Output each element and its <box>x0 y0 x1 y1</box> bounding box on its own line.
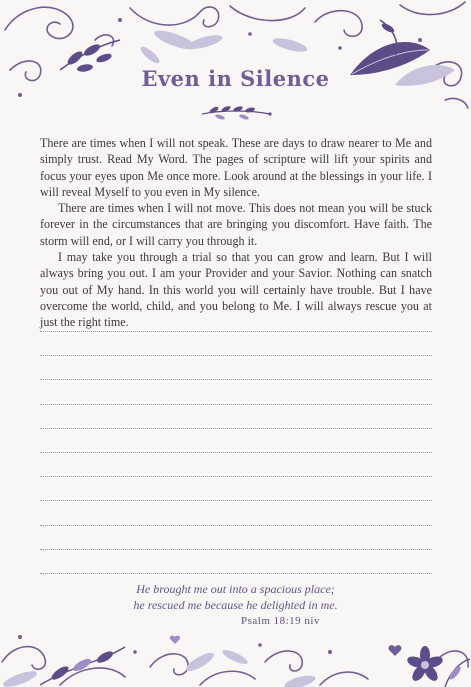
verse-line: he rescued me because he delighted in me. <box>133 598 338 612</box>
swirl-ornament-icon <box>0 607 471 687</box>
journal-line[interactable] <box>40 500 432 501</box>
journal-line[interactable] <box>40 476 432 477</box>
flower-icon <box>406 646 444 683</box>
paragraph: I may take you through a trial so that you can grow and learn. But I will always bring you out. I am your Provider and your Savior. Nothing can snatch you out of My hand. In this world you will certainly have trouble. But I have overcome the world, child, and you belong to Me. I will always rescue you at just the right time. <box>40 250 432 330</box>
journal-line[interactable] <box>40 355 432 356</box>
devotional-text <box>40 135 432 331</box>
journal-line[interactable] <box>40 525 432 526</box>
journal-line[interactable] <box>40 428 432 429</box>
journal-line[interactable] <box>40 452 432 453</box>
journal-line[interactable] <box>40 331 432 332</box>
swirl-ornament-icon <box>0 0 471 110</box>
journal-line[interactable] <box>40 379 432 380</box>
paragraph: There are times when I will not move. This does not mean you will be stuck forever in the circumstances that are bringing you discomfort. Have faith. The storm will end, or I will carry you through it. <box>40 201 432 248</box>
verse-line: He brought me out into a spacious place; <box>136 582 335 596</box>
journal-line[interactable] <box>40 549 432 550</box>
heart-icon <box>389 645 402 656</box>
page-title: Even in Silence <box>141 66 330 91</box>
heart-icon <box>170 636 180 644</box>
paragraph: There are times when I will not speak. These are days to draw nearer to Me and simply trust. Read My Word. The pages of scripture will lift your spirits and focus your eyes upon Me once more. Look around at the blessings in your life. I will reveal Myself to you even in My silence. <box>40 136 432 199</box>
journal-line[interactable] <box>40 404 432 405</box>
verse-reference: Psalm 18:19 niv <box>240 615 320 627</box>
leaf-sprig-icon <box>196 104 276 122</box>
journal-line[interactable] <box>40 573 432 574</box>
